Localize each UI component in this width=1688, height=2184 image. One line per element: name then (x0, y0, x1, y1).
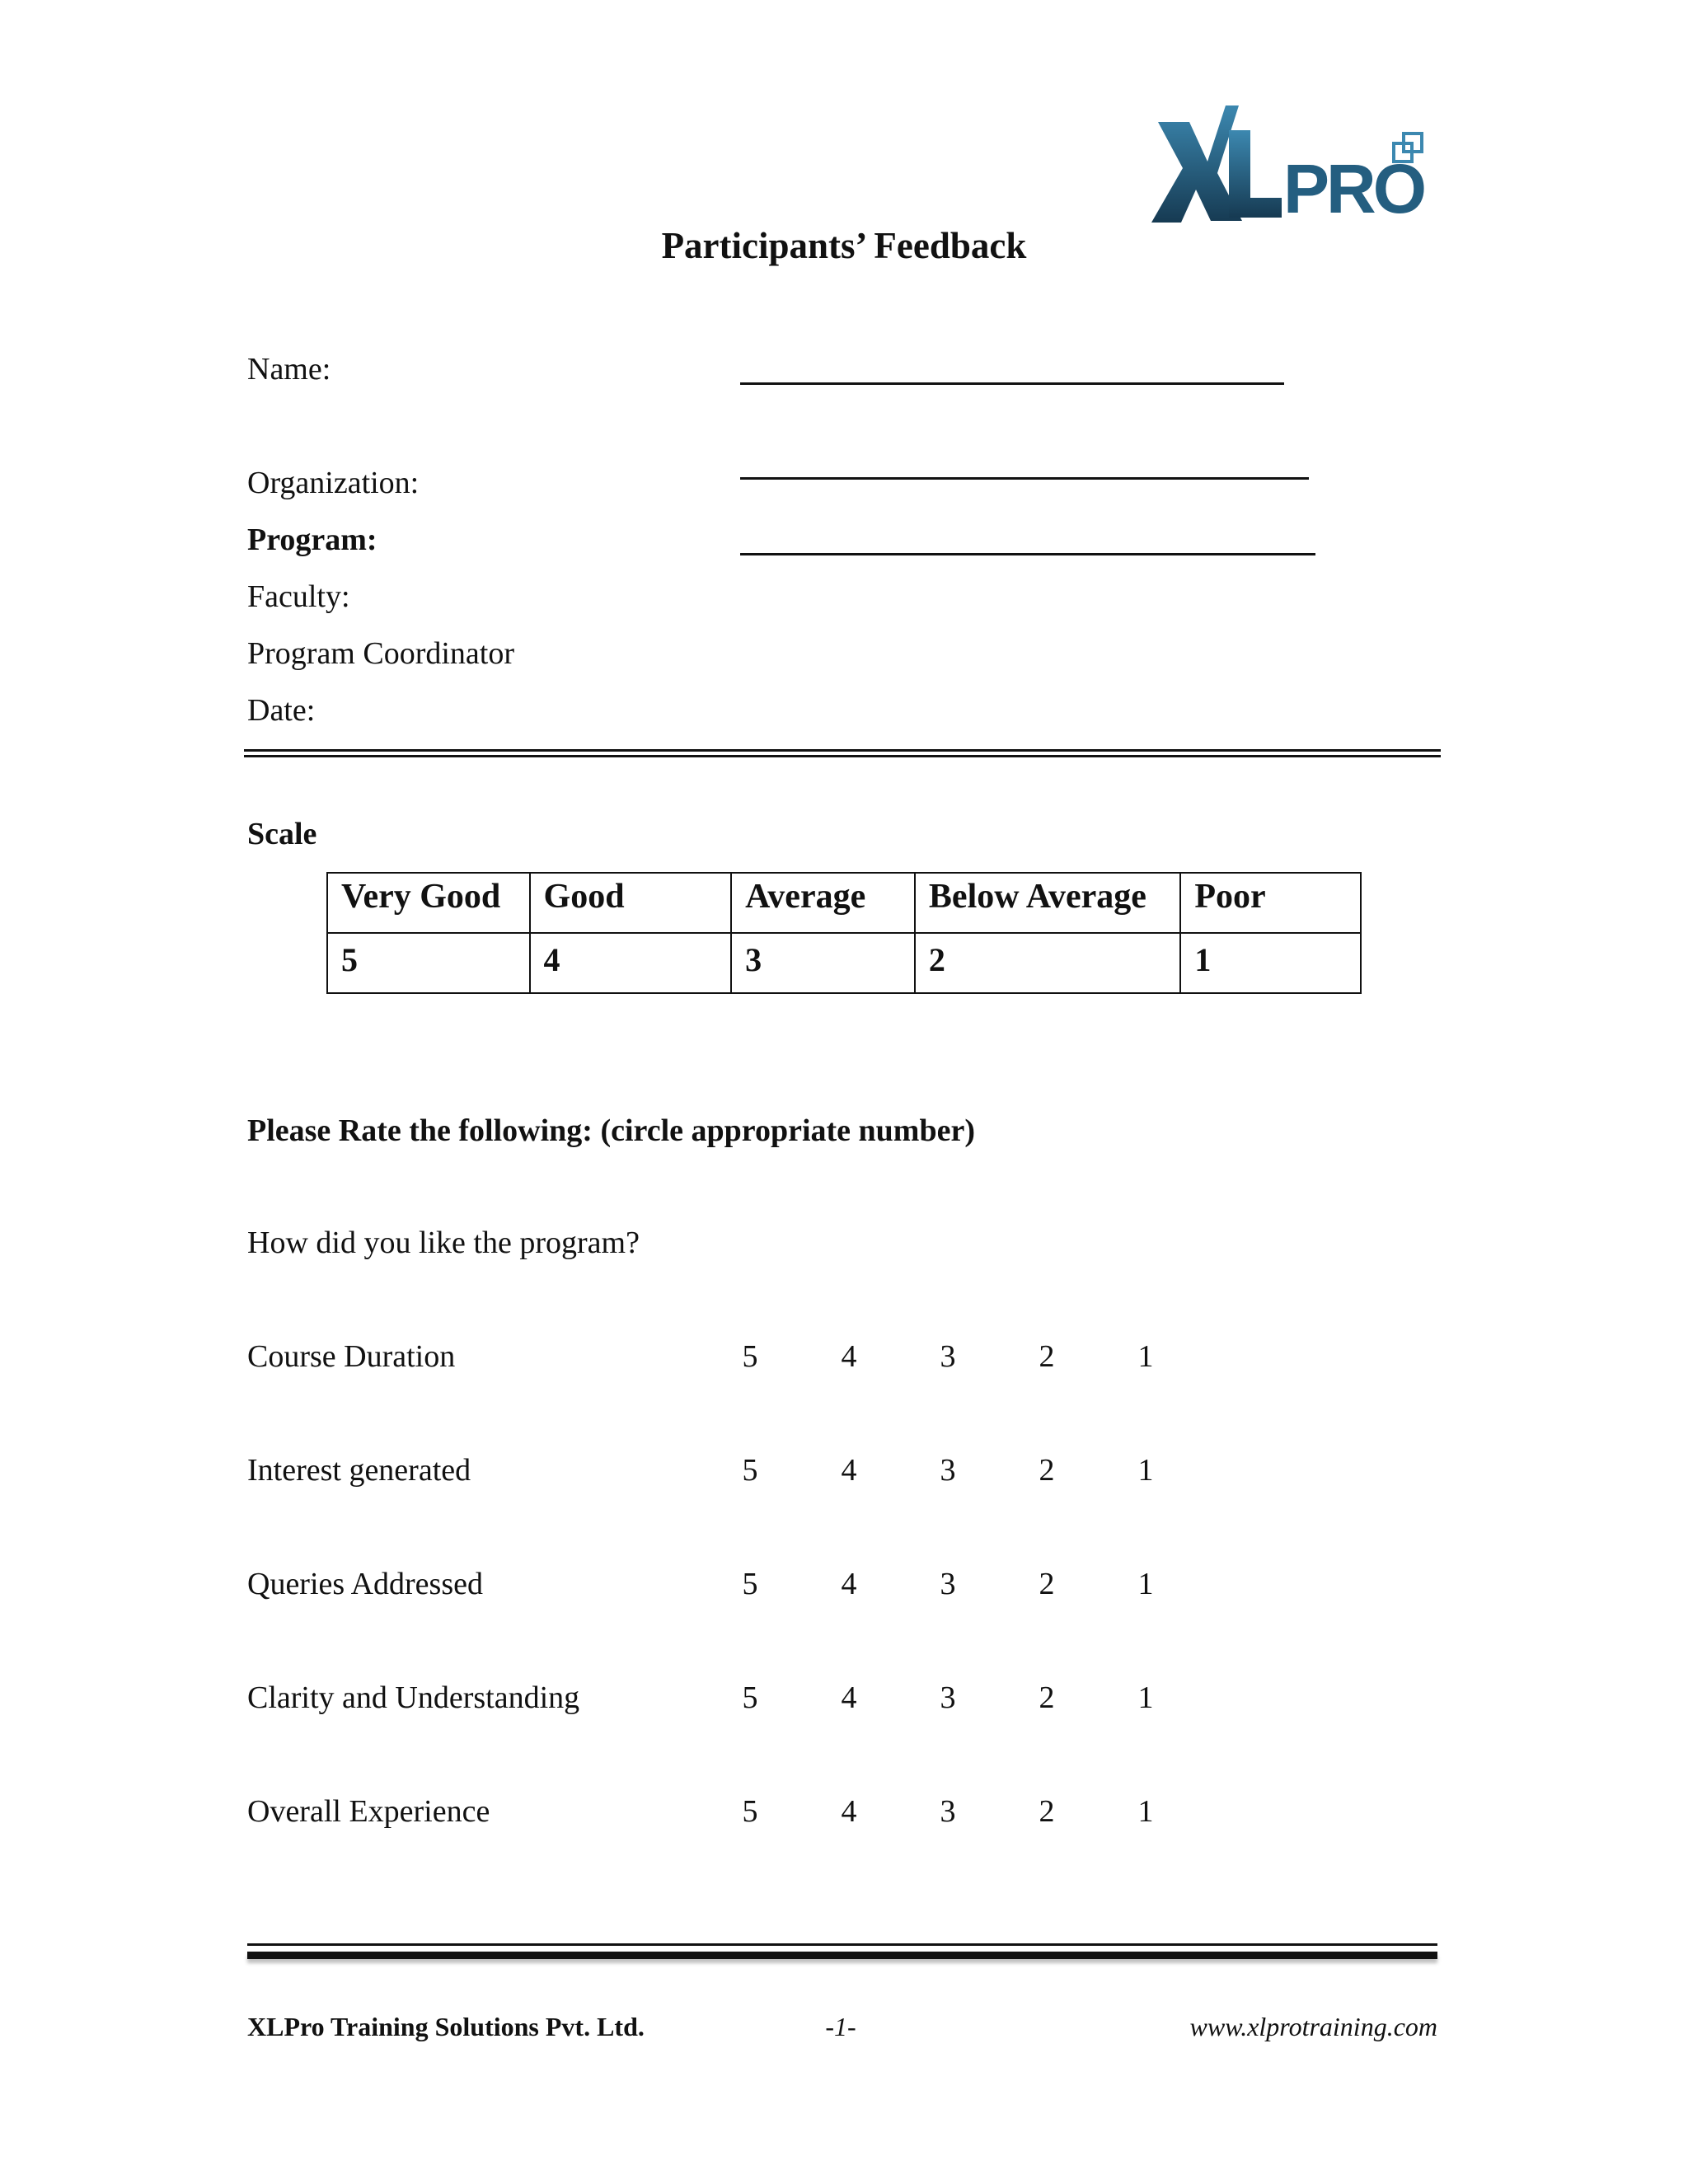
rating-option[interactable]: 5 (742, 1680, 758, 1715)
rating-option[interactable]: 2 (1039, 1339, 1055, 1374)
footer-website[interactable]: www.xlprotraining.com (1189, 2012, 1437, 2041)
field-label-name: Name: (247, 352, 331, 387)
rating-option[interactable]: 5 (742, 1794, 758, 1829)
scale-value-cell: 4 (530, 933, 732, 993)
program-input-line[interactable] (740, 553, 1315, 555)
rating-option[interactable]: 1 (1137, 1453, 1154, 1488)
section-divider (244, 749, 1441, 757)
footer-rule-thin (247, 1943, 1437, 1946)
rating-option[interactable]: 1 (1137, 1680, 1154, 1715)
field-label-program: Program: (247, 523, 377, 557)
footer-company: XLPro Training Solutions Pvt. Ltd. (247, 2012, 645, 2041)
rating-option[interactable]: 4 (841, 1567, 857, 1601)
rating-option[interactable]: 2 (1039, 1680, 1055, 1715)
question-label: Overall Experience (247, 1794, 490, 1829)
scale-heading: Scale (247, 817, 317, 851)
rating-option[interactable]: 4 (841, 1794, 857, 1829)
rating-option[interactable]: 4 (841, 1339, 857, 1374)
question-label: Interest generated (247, 1453, 471, 1488)
scale-value-row (327, 933, 1361, 993)
field-label-faculty: Faculty: (247, 579, 350, 614)
rating-option[interactable]: 3 (940, 1453, 956, 1488)
rating-option[interactable]: 5 (742, 1339, 758, 1374)
company-logo (1150, 97, 1447, 237)
scale-header-cell: Below Average (915, 873, 1180, 933)
scale-header-cell: Good (530, 873, 732, 933)
scale-value-cell: 3 (731, 933, 915, 993)
rating-option[interactable]: 2 (1039, 1794, 1055, 1829)
scale-value-cell: 2 (915, 933, 1180, 993)
question-label: Course Duration (247, 1339, 456, 1374)
rating-instructions: Please Rate the following: (circle appropriate number) (247, 1113, 975, 1148)
scale-value-cell: 1 (1180, 933, 1361, 993)
footer-page-number: -1- (825, 2012, 856, 2041)
scale-header-cell: Very Good (327, 873, 530, 933)
rating-option[interactable]: 3 (940, 1794, 956, 1829)
rating-option[interactable]: 2 (1039, 1567, 1055, 1601)
scale-table (326, 872, 1362, 994)
rating-option[interactable]: 4 (841, 1680, 857, 1715)
organization-input-line[interactable] (740, 477, 1309, 480)
name-input-line[interactable] (740, 382, 1284, 385)
svg-text:PRO: PRO (1283, 150, 1424, 227)
scale-header-row (327, 873, 1361, 933)
rating-option[interactable]: 4 (841, 1453, 857, 1488)
scale-value-cell: 5 (327, 933, 530, 993)
rating-option[interactable]: 1 (1137, 1794, 1154, 1829)
footer-rule-thick (247, 1952, 1437, 1959)
scale-header-cell: Average (731, 873, 915, 933)
field-label-program-coordinator: Program Coordinator (247, 636, 515, 671)
rating-option[interactable]: 3 (940, 1339, 956, 1374)
rating-option[interactable]: 3 (940, 1680, 956, 1715)
rating-option[interactable]: 1 (1137, 1567, 1154, 1601)
field-label-organization: Organization: (247, 466, 420, 500)
question-label: Queries Addressed (247, 1567, 483, 1601)
rating-option[interactable]: 5 (742, 1567, 758, 1601)
rating-intro-question: How did you like the program? (247, 1226, 640, 1260)
field-label-date: Date: (247, 693, 316, 728)
page-title: Participants’ Feedback (661, 225, 1027, 266)
scale-header-cell: Poor (1180, 873, 1361, 933)
rating-option[interactable]: 2 (1039, 1453, 1055, 1488)
rating-option[interactable]: 3 (940, 1567, 956, 1601)
rating-option[interactable]: 1 (1137, 1339, 1154, 1374)
question-label: Clarity and Understanding (247, 1680, 580, 1715)
rating-option[interactable]: 5 (742, 1453, 758, 1488)
